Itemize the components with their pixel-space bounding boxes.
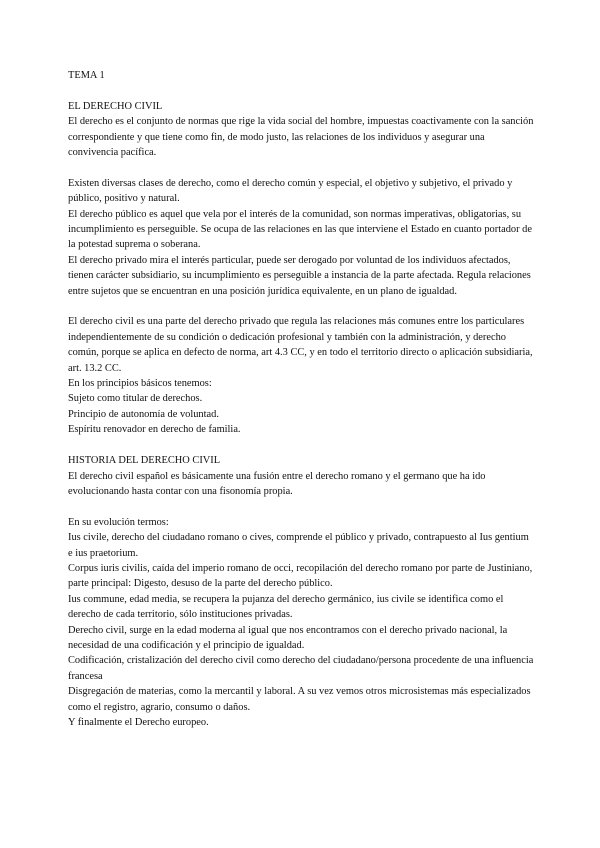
evolucion-intro: En su evolución termos:	[68, 516, 169, 528]
evolucion-item: Codificación, cristalización del derecho civil como derecho del ciudadano/persona procedente de una influencia francesa	[68, 655, 534, 682]
principio-item: Principio de autonomía de voluntad.	[68, 408, 219, 420]
evolucion-item: Ius civile, derecho del ciudadano romano o cives, comprende el público y privado, contrapuesto al Ius gentium e ius praetorium.	[68, 532, 529, 559]
paragraph-clases: Existen diversas clases de derecho, como el derecho común y especial, el objetivo y subjetivo, el privado y público, positivo y natural.	[68, 177, 513, 205]
evolucion-item: Derecho civil, surge en la edad moderna al igual que nos encontramos con el derecho privado nacional, la necesidad de una codificación y el principio de igualdad.	[68, 624, 508, 651]
principios-intro: En los principios básicos tenemos:	[68, 378, 212, 390]
evolucion-item: Corpus iuris civilis, caída del imperio romano de occi, recopilación del derecho romano por parte de Justiniano, parte principal: Digesto, desuso de la parte del derecho público.	[68, 562, 533, 590]
tema-label: TEMA 1	[68, 70, 105, 81]
section-title-historia: HISTORIA DEL DERECHO CIVIL	[68, 455, 221, 467]
section-title-derecho-civil: EL DERECHO CIVIL	[68, 100, 163, 112]
principio-item: Espíritu renovador en derecho de familia.	[68, 424, 241, 436]
document-body	[68, 68, 534, 730]
evolucion-item: Y finalmente el Derecho europeo.	[68, 716, 209, 728]
evolucion-item: Disgregación de materias, como la mercantil y laboral. A su vez vemos otros microsistemas más especializados como el registro, agrario, consumo o daños.	[68, 686, 531, 713]
paragraph-definition: El derecho es el conjunto de normas que rige la vida social del hombre, impuestas coactivamente con la sanción correspondiente y que tiene como fin, de modo justo, las relaciones de los individuos y asegurar una convivencia pacífica.	[68, 116, 534, 159]
paragraph-civil: El derecho civil es una parte del derecho privado que regula las relaciones más comunes entre los particulares independientemente de su condición o dedicación profesional y también con la administración, y derecho común, porque se aplica en defecto de norma, art 4.3 CC, y en todo el territorio directo o aplicación subsidiaria, art. 13.2 CC.	[68, 316, 533, 374]
paragraph-publico: El derecho público es aquel que vela por el interés de la comunidad, son normas imperativas, obligatorias, su incumplimiento es perseguible. Se ocupa de las relaciones en las que interviene el Estado en cuanto portador de la potestad suprema o soberana.	[68, 208, 532, 251]
paragraph-privado: El derecho privado mira el interés particular, puede ser derogado por voluntad de los individuos afectados, tienen carácter subsidiario, su incumplimiento es perseguible a instancia de la parte afectada. Regula relaciones entre sujetos que se encuentran en una posición jurídica equivalente, en un plano de igualdad.	[68, 254, 531, 297]
paragraph-historia-intro: El derecho civil español es básicamente una fusión entre el derecho romano y el germano que ha ido evolucionando hasta contar con una fisonomía propia.	[68, 470, 486, 497]
principio-item: Sujeto como titular de derechos.	[68, 393, 203, 405]
evolucion-item: Ius commune, edad media, se recupera la pujanza del derecho germánico, ius civile se identifica como el derecho de cada territorio, sólo instituciones privadas.	[68, 593, 504, 621]
